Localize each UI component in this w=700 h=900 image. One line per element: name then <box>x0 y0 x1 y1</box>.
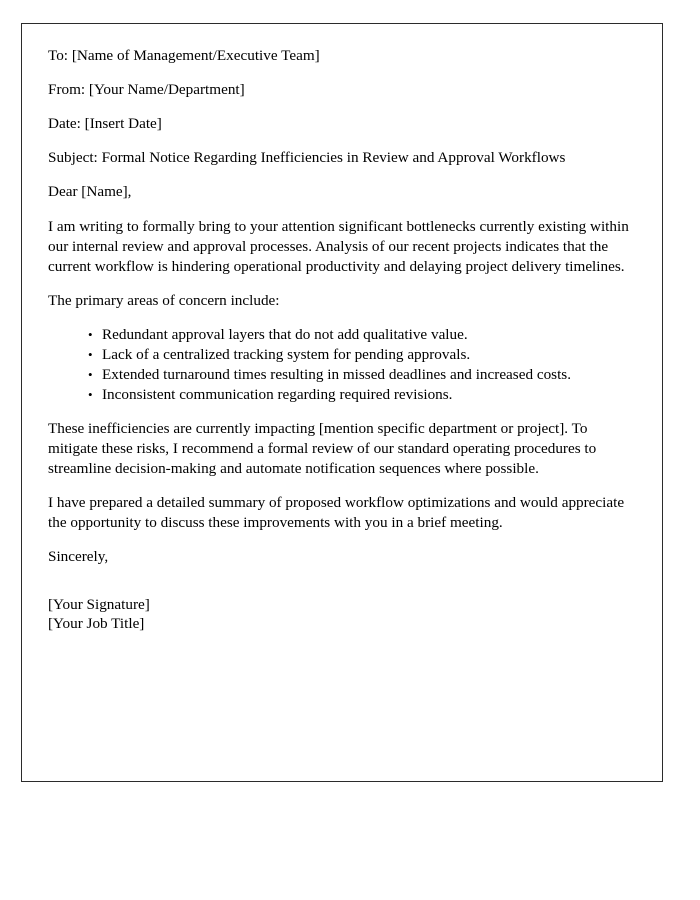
list-intro: The primary areas of concern include: <box>48 292 280 309</box>
list-item: • Inconsistent communication regarding required revisions. <box>88 385 640 405</box>
closing: Sincerely, <box>48 548 109 565</box>
body-paragraph-1: I am writing to formally bring to your attention significant bottlenecks currently existing within our internal review and approval processes. Analysis of our recent projects indicates that the current workflow is hindering operational productivity and delaying project delivery timelines. <box>48 218 629 275</box>
body-paragraph-3: I have prepared a detailed summary of proposed workflow optimizations and would appreciate the opportunity to discuss these improvements with you in a brief meeting. <box>48 494 625 531</box>
list-item: • Extended turnaround times resulting in missed deadlines and increased costs. <box>88 365 640 385</box>
letter-page <box>21 23 663 782</box>
signature-title: [Your Job Title] <box>48 615 145 632</box>
body-paragraph-2: These inefficiencies are currently impacting [mention specific department or project]. To mitigate these risks, I recommend a formal review of our standard operating procedures to streamline decision-making and automate notification sequences where possible. <box>48 420 597 477</box>
closing-spacer <box>48 581 640 595</box>
field-from: From: [Your Name/Department] <box>48 81 245 98</box>
letter-content <box>22 24 662 633</box>
field-to: To: [Name of Management/Executive Team] <box>48 47 320 64</box>
greeting: Dear [Name], <box>48 183 132 200</box>
field-date: Date: [Insert Date] <box>48 115 162 132</box>
list-item: • Lack of a centralized tracking system for pending approvals. <box>88 345 640 365</box>
signature-block <box>48 595 640 633</box>
signature-name: [Your Signature] <box>48 596 150 613</box>
field-subject: Subject: Formal Notice Regarding Inefficiencies in Review and Approval Workflows <box>48 149 566 166</box>
list-item: • Redundant approval layers that do not add qualitative value. <box>88 325 640 345</box>
concerns-list <box>48 325 640 405</box>
